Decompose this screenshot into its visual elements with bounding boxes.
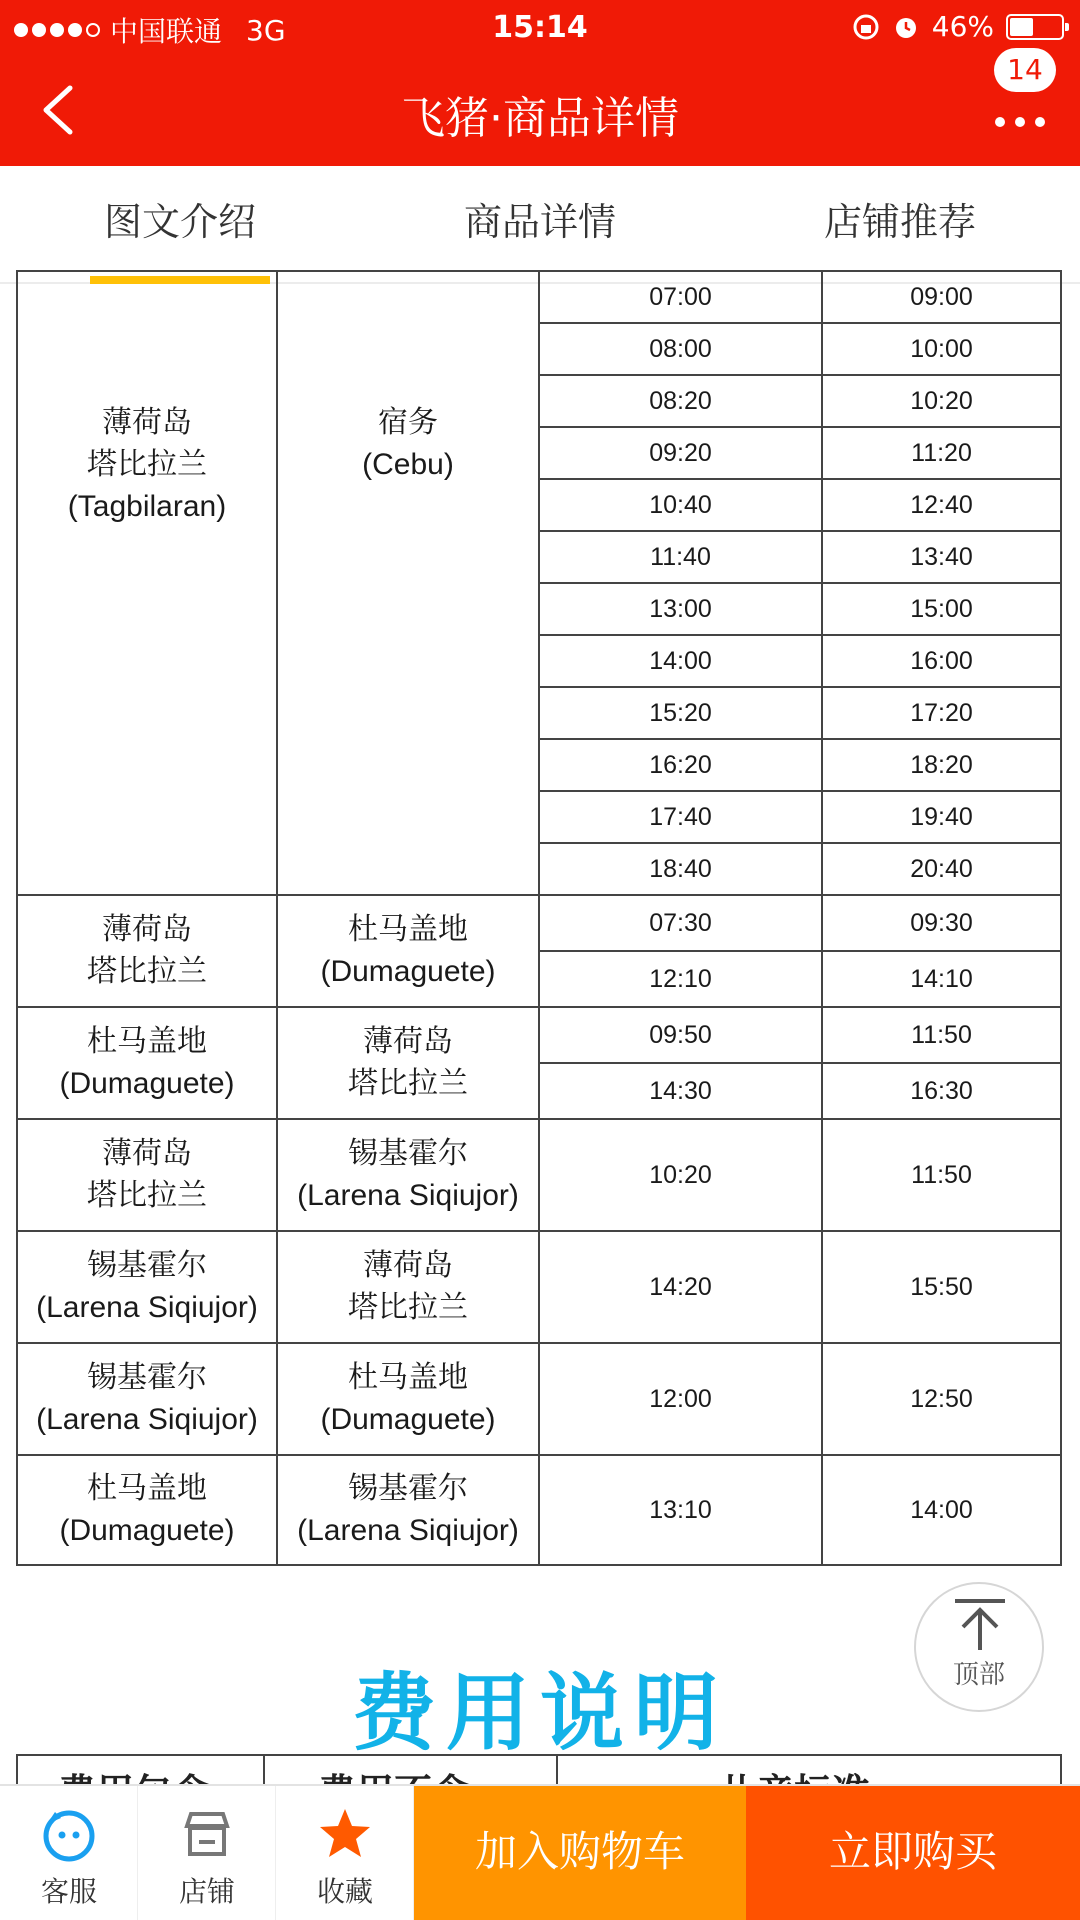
route-place-cell (277, 1119, 539, 1231)
time-cell: 11:50 (822, 1119, 1061, 1231)
clock: 15:14 (492, 10, 588, 45)
place-name-line: 塔比拉兰 (87, 448, 207, 481)
time-cell: 09:00 (822, 271, 1061, 323)
place-name-line: (Dumaguete) (320, 1403, 496, 1436)
time-cell: 12:10 (539, 951, 822, 1007)
place-name-line: 薄荷岛 (102, 1137, 192, 1170)
buy-now-button[interactable]: 立即购买 (746, 1786, 1080, 1920)
ferry-schedule-table (16, 270, 1062, 1566)
place-name-line: 杜马盖地 (87, 1472, 207, 1505)
place-name-line: (Dumaguete) (59, 1514, 235, 1547)
place-name-line: 塔比拉兰 (87, 955, 207, 988)
route-place-cell (17, 1455, 277, 1565)
time-cell: 14:10 (822, 951, 1061, 1007)
place-name-line: (Larena Siqiujor) (36, 1403, 258, 1436)
time-cell: 17:40 (539, 791, 822, 843)
time-cell: 11:50 (822, 1007, 1061, 1063)
shop-label: 店铺 (178, 1875, 235, 1908)
route-place-cell (17, 271, 277, 895)
place-name-line: 锡基霍尔 (87, 1361, 207, 1394)
time-cell: 10:40 (539, 479, 822, 531)
place-name-line: 塔比拉兰 (348, 1291, 468, 1324)
time-cell: 09:50 (539, 1007, 822, 1063)
place-name-line: (Larena Siqiujor) (36, 1291, 258, 1324)
time-cell: 09:20 (539, 427, 822, 479)
place-name-line: 杜马盖地 (348, 913, 468, 946)
nav-bar (0, 54, 1080, 166)
customer-service-label: 客服 (40, 1875, 97, 1908)
rotation-lock-icon (852, 13, 880, 41)
time-cell: 14:00 (539, 635, 822, 687)
time-cell: 12:00 (539, 1343, 822, 1455)
table-row (17, 1007, 1061, 1063)
place-name-line: (Cebu) (362, 448, 454, 481)
route-place-cell (277, 1007, 539, 1119)
time-cell: 15:00 (822, 583, 1061, 635)
page-title: 飞猪·商品详情 (401, 93, 679, 144)
time-cell: 14:30 (539, 1063, 822, 1119)
customer-service-icon (41, 1806, 97, 1862)
route-place-cell (17, 1231, 277, 1343)
place-name-line: (Dumaguete) (320, 955, 496, 988)
time-cell: 10:20 (822, 375, 1061, 427)
place-name-line: 宿务 (378, 406, 438, 439)
route-place-cell (277, 1231, 539, 1343)
time-cell: 09:30 (822, 895, 1061, 951)
time-cell: 08:00 (539, 323, 822, 375)
place-name-line: (Larena Siqiujor) (297, 1514, 519, 1547)
time-cell: 15:20 (539, 687, 822, 739)
back-to-top-label: 顶部 (952, 1660, 1005, 1690)
status-bar (0, 0, 1080, 54)
time-cell: 16:20 (539, 739, 822, 791)
time-cell: 19:40 (822, 791, 1061, 843)
place-name-line: 薄荷岛 (102, 406, 192, 439)
table-row (17, 271, 1061, 323)
place-name-line: 塔比拉兰 (348, 1067, 468, 1100)
route-place-cell (17, 895, 277, 1007)
time-cell: 14:00 (822, 1455, 1061, 1565)
more-options-icon[interactable] (990, 94, 1050, 134)
customer-service-button[interactable] (0, 1786, 138, 1920)
alarm-icon (892, 13, 920, 41)
favorite-button[interactable] (276, 1786, 414, 1920)
tab-bar (0, 166, 1080, 284)
fee-section-title: 费用说明 (351, 1664, 728, 1762)
place-name-line: (Dumaguete) (59, 1067, 235, 1100)
time-cell: 10:00 (822, 323, 1061, 375)
star-icon (317, 1806, 373, 1862)
content-area[interactable] (0, 284, 1080, 1784)
route-place-cell (277, 271, 539, 895)
network-type: 3G (246, 13, 286, 47)
time-cell: 11:40 (539, 531, 822, 583)
place-name-line: 锡基霍尔 (87, 1249, 207, 1282)
route-place-cell (17, 1343, 277, 1455)
place-name-line: (Larena Siqiujor) (297, 1179, 519, 1212)
route-place-cell (277, 1455, 539, 1565)
time-cell: 14:20 (539, 1231, 822, 1343)
time-cell: 13:10 (539, 1455, 822, 1565)
time-cell: 11:20 (822, 427, 1061, 479)
place-name-line: 锡基霍尔 (348, 1137, 468, 1170)
table-row (17, 1119, 1061, 1231)
time-cell: 07:30 (539, 895, 822, 951)
time-cell: 18:40 (539, 843, 822, 895)
table-row (17, 895, 1061, 951)
place-name-line: 塔比拉兰 (87, 1179, 207, 1212)
battery-percent: 46% (931, 10, 994, 43)
route-place-cell (277, 895, 539, 1007)
favorite-label: 收藏 (316, 1875, 373, 1908)
place-name-line: 杜马盖地 (348, 1361, 468, 1394)
time-cell: 20:40 (822, 843, 1061, 895)
time-cell: 18:20 (822, 739, 1061, 791)
back-to-top-button[interactable] (914, 1582, 1044, 1712)
add-to-cart-button[interactable]: 加入购物车 (414, 1786, 746, 1920)
time-cell: 15:50 (822, 1231, 1061, 1343)
table-row (17, 1343, 1061, 1455)
table-row (17, 1231, 1061, 1343)
time-cell: 17:20 (822, 687, 1061, 739)
time-cell: 13:00 (539, 583, 822, 635)
time-cell: 08:20 (539, 375, 822, 427)
battery-icon (1006, 14, 1064, 40)
time-cell: 10:20 (539, 1119, 822, 1231)
place-name-line: (Tagbilaran) (67, 490, 227, 523)
arrow-up-icon (953, 1598, 1007, 1652)
place-name-line: 薄荷岛 (363, 1249, 453, 1282)
tab-intro[interactable]: 图文介绍 (0, 166, 360, 282)
place-name-line: 杜马盖地 (87, 1025, 207, 1058)
table-row (17, 1455, 1061, 1565)
time-cell: 16:30 (822, 1063, 1061, 1119)
tab-shop-recommend[interactable]: 店铺推荐 (823, 200, 976, 244)
shop-button[interactable] (138, 1786, 276, 1920)
notification-badge: 14 (994, 48, 1056, 92)
route-place-cell (277, 1343, 539, 1455)
time-cell: 13:40 (822, 531, 1061, 583)
route-place-cell (17, 1007, 277, 1119)
place-name-line: 锡基霍尔 (348, 1472, 468, 1505)
time-cell: 16:00 (822, 635, 1061, 687)
shop-icon (179, 1806, 235, 1862)
bottom-action-bar (0, 1784, 1080, 1920)
place-name-line: 薄荷岛 (363, 1025, 453, 1058)
time-cell: 12:40 (822, 479, 1061, 531)
time-cell: 12:50 (822, 1343, 1061, 1455)
time-cell: 07:00 (539, 271, 822, 323)
carrier-name: 中国联通 (110, 15, 223, 48)
place-name-line: 薄荷岛 (102, 913, 192, 946)
route-place-cell (17, 1119, 277, 1231)
tab-details[interactable]: 商品详情 (463, 200, 616, 244)
